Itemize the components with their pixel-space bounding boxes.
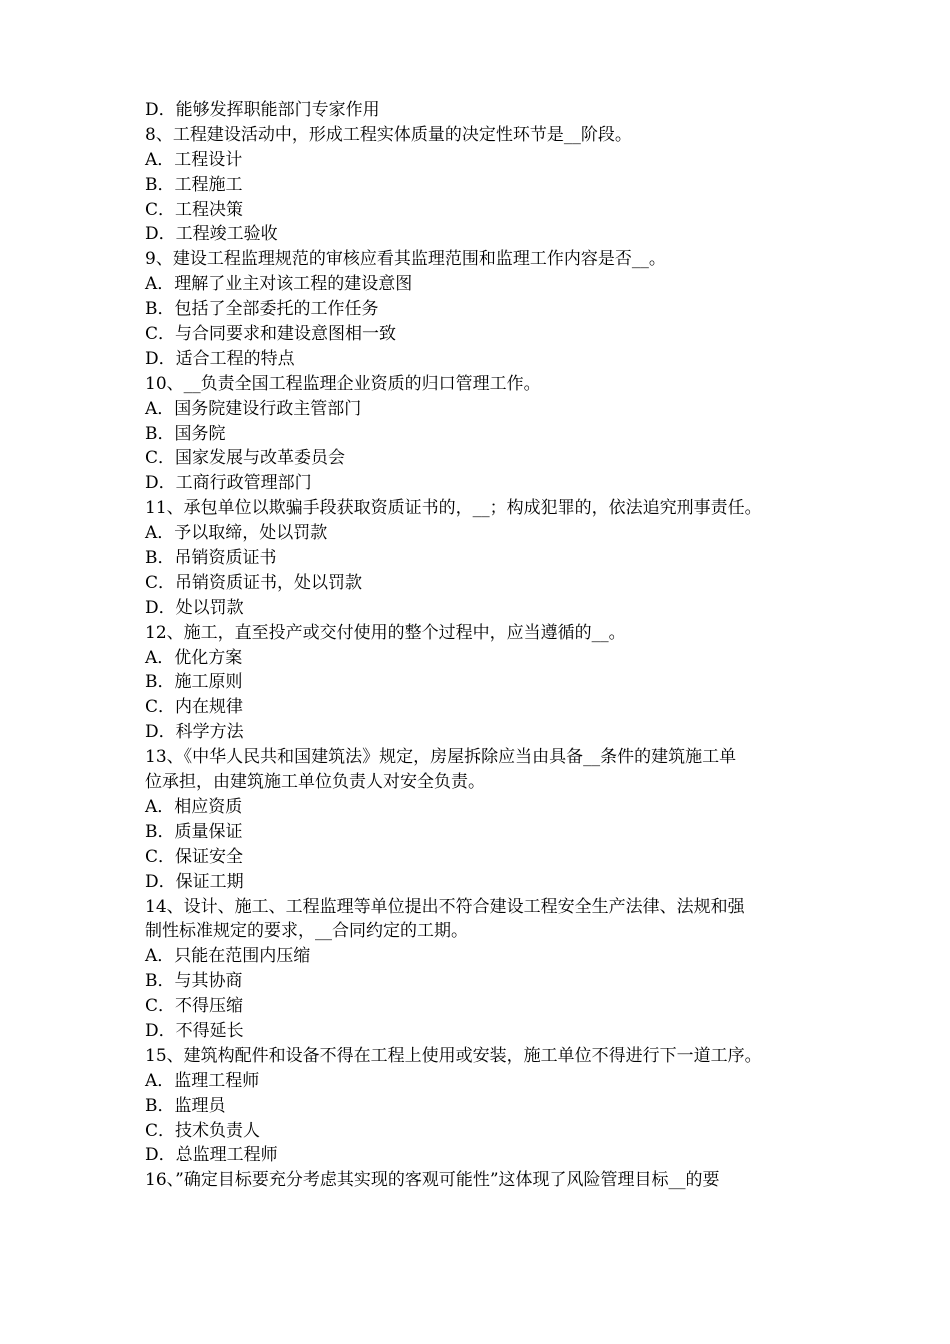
option-line: B．吊销资质证书 [145,548,277,569]
option-line: D．不得延长 [145,1020,244,1041]
option-line: B．包括了全部委托的工作任务 [145,299,379,320]
question-line: 14、设计、施工、工程监理等单位提出不符合建设工程安全生产法律、法规和强 [145,896,745,917]
option-line: D．工商行政管理部门 [145,473,312,494]
option-line: C．吊销资质证书，处以罚款 [145,572,363,593]
option-line: B．施工原则 [145,672,243,693]
question-line: 11、承包单位以欺骗手段获取资质证书的，__；构成犯罪的，依法追究刑事责任。 [145,498,762,519]
question-line: 8、工程建设活动中，形成工程实体质量的决定性环节是__阶段。 [145,124,632,145]
question-line: 12、施工，直至投产或交付使用的整个过程中，应当遵循的__。 [145,622,626,643]
option-line: D．科学方法 [145,722,244,743]
option-line: A．相应资质 [145,796,243,817]
option-line: B．质量保证 [145,821,243,842]
option-line: C．保证安全 [145,846,244,867]
option-line: D．能够发挥职能部门专家作用 [145,100,380,120]
option-line: D．保证工期 [145,871,244,892]
option-line: B．工程施工 [145,174,243,195]
option-line: A．监理工程师 [145,1070,260,1091]
option-line: B．国务院 [145,423,226,444]
option-line: C．内在规律 [145,697,244,718]
question-line: 10、__负责全国工程监理企业资质的归口管理工作。 [145,373,541,394]
option-line: A．理解了业主对该工程的建设意图 [145,274,413,295]
option-line: D．工程竣工验收 [145,224,278,245]
question-line: 制性标准规定的要求，__合同约定的工期。 [145,921,468,942]
option-line: A．优化方案 [145,647,243,668]
option-line: A．国务院建设行政主管部门 [145,398,362,419]
question-line: 16、”确定目标要充分考虑其实现的客观可能性”这体现了风险管理目标__的要 [145,1170,720,1191]
question-line: 13、《中华人民共和国建筑法》规定，房屋拆除应当由具备__条件的建筑施工单 [145,747,737,768]
option-line: C．不得压缩 [145,996,244,1017]
option-line: C．国家发展与改革委员会 [145,448,346,469]
option-line: D．适合工程的特点 [145,348,295,369]
option-line: A．予以取缔，处以罚款 [145,523,328,544]
question-line: 9、建设工程监理规范的审核应看其监理范围和监理工作内容是否__。 [145,249,666,270]
option-line: A．工程设计 [145,149,243,170]
question-line: 15、建筑构配件和设备不得在工程上使用或安装，施工单位不得进行下一道工序。 [145,1045,762,1066]
option-line: C．工程决策 [145,199,244,220]
document-page [145,98,825,1193]
question-line: 位承担，由建筑施工单位负责人对安全负责。 [145,772,485,793]
option-line: D．处以罚款 [145,597,244,618]
option-line: D．总监理工程师 [145,1145,278,1166]
option-line: C．与合同要求和建设意图相一致 [145,324,397,345]
option-line: C．技术负责人 [145,1120,261,1141]
option-line: B．监理员 [145,1095,226,1116]
option-line: B．与其协商 [145,971,243,992]
option-line: A．只能在范围内压缩 [145,946,311,967]
